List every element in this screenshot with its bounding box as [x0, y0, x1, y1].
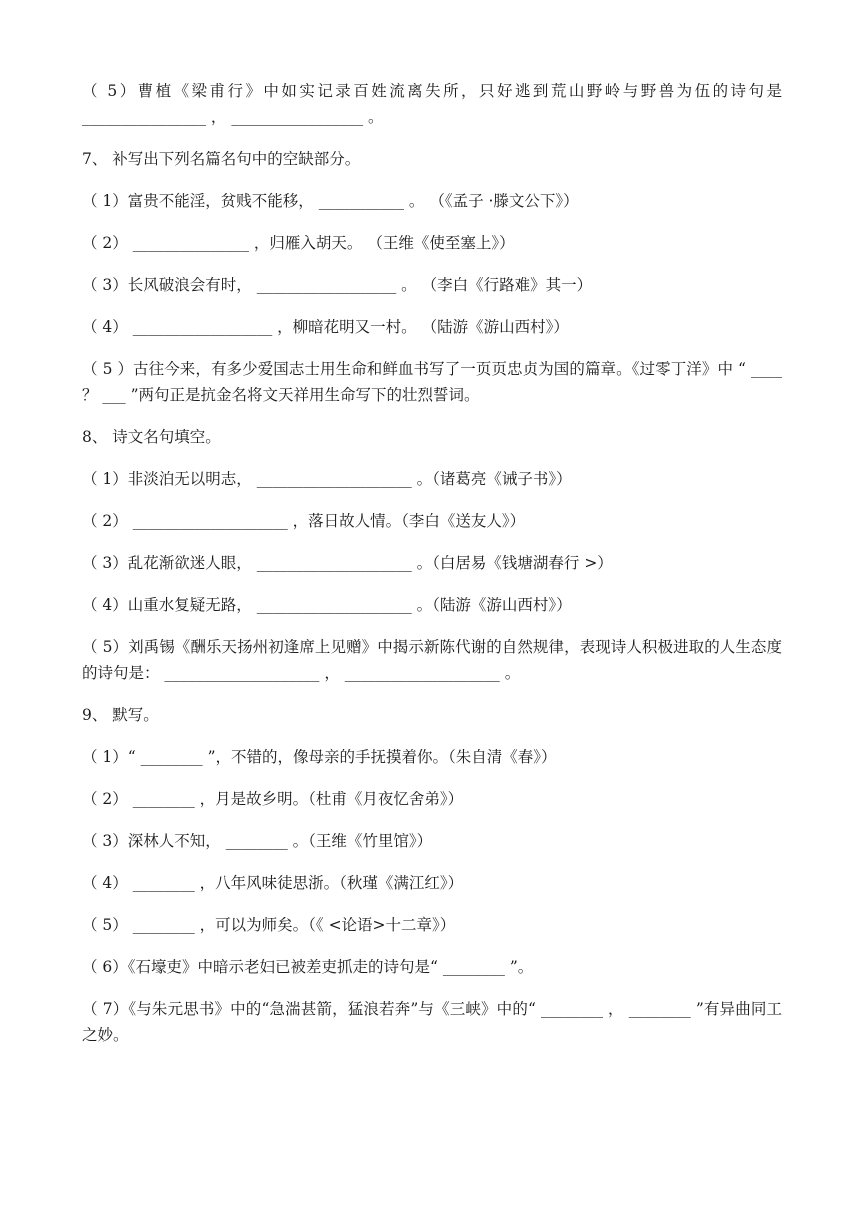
question-6-5: （ 5）曹植《梁甫行》中如实记录百姓流离失所，只好逃到荒山野岭与野兽为伍的诗句是 ________________ ， _________________ 。 [82, 82, 782, 126]
question-9-7: （ 7）《与朱元思书》中的“急湍甚箭，猛浪若奔”与《三峡》中的“ ________ ， ________ ”有异曲同工之妙。 [82, 1000, 782, 1044]
question-8-heading: 8、 诗文名句填空。 [82, 428, 221, 446]
question-8-4: （ 4）山重水复疑无路， ____________________ 。（陆游《游山西村》） [82, 596, 572, 614]
question-9-4: （ 4） ________ ，八年风味徒思浙。（秋瑾《满江红》） [82, 874, 464, 892]
question-9-5: （ 5） ________ ，可以为师矣。（《 <论语>十二章》） [82, 916, 456, 934]
question-8-5: （ 5）刘禹锡《酬乐天扬州初逢席上见赠》中揭示新陈代谢的自然规律，表现诗人积极进取的人生态度的诗句是： ____________________ ， ____________________ 。 [82, 638, 782, 682]
question-7-3: （ 3）长风破浪会有时， __________________ 。 （李白《行路难》其一） [82, 276, 593, 294]
question-7-1: （ 1）富贵不能淫，贫贱不能移， ___________ 。 （《孟子 ·滕文公下》） [82, 192, 579, 210]
question-9-2: （ 2） ________ ，月是故乡明。（杜甫《月夜忆舍弟》） [82, 790, 464, 808]
question-9-1: （ 1）“ ________ ”，不错的，像母亲的手抚摸着你。（朱自清《春》） [82, 748, 557, 766]
question-9-6: （ 6）《石壕吏》中暗示老妇已被差吏抓走的诗句是“ ________ ”。 [82, 958, 534, 976]
question-8-3: （ 3）乱花渐欲迷人眼， ____________________ 。（白居易《钱塘湖春行 >） [82, 554, 613, 572]
question-7-2: （ 2） _______________ ，归雁入胡天。 （王维《使至塞上》） [82, 234, 515, 252]
question-7-4: （ 4） __________________ ，柳暗花明又一村。 （陆游《游山西村》） [82, 318, 569, 336]
question-9-3: （ 3）深林人不知， ________ 。（王维《竹里馆》） [82, 832, 433, 850]
question-7-5: （ 5 ）古往今来，有多少爱国志士用生命和鲜血书写了一页页忠贞为国的篇章。《过零丁洋》中 “ ____ ？ ___ ”两句正是抗金名将文天祥用生命写下的壮烈誓词。 [82, 360, 782, 404]
question-8-1: （ 1）非淡泊无以明志， ____________________ 。（诸葛亮《诫子书》） [82, 470, 572, 488]
document-page [82, 78, 782, 1064]
question-8-2: （ 2） ____________________ ，落日故人情。（李白《送友人》） [82, 512, 526, 530]
question-7-heading: 7、 补写出下列名篇名句中的空缺部分。 [82, 150, 361, 168]
question-9-heading: 9、 默写。 [82, 706, 159, 724]
